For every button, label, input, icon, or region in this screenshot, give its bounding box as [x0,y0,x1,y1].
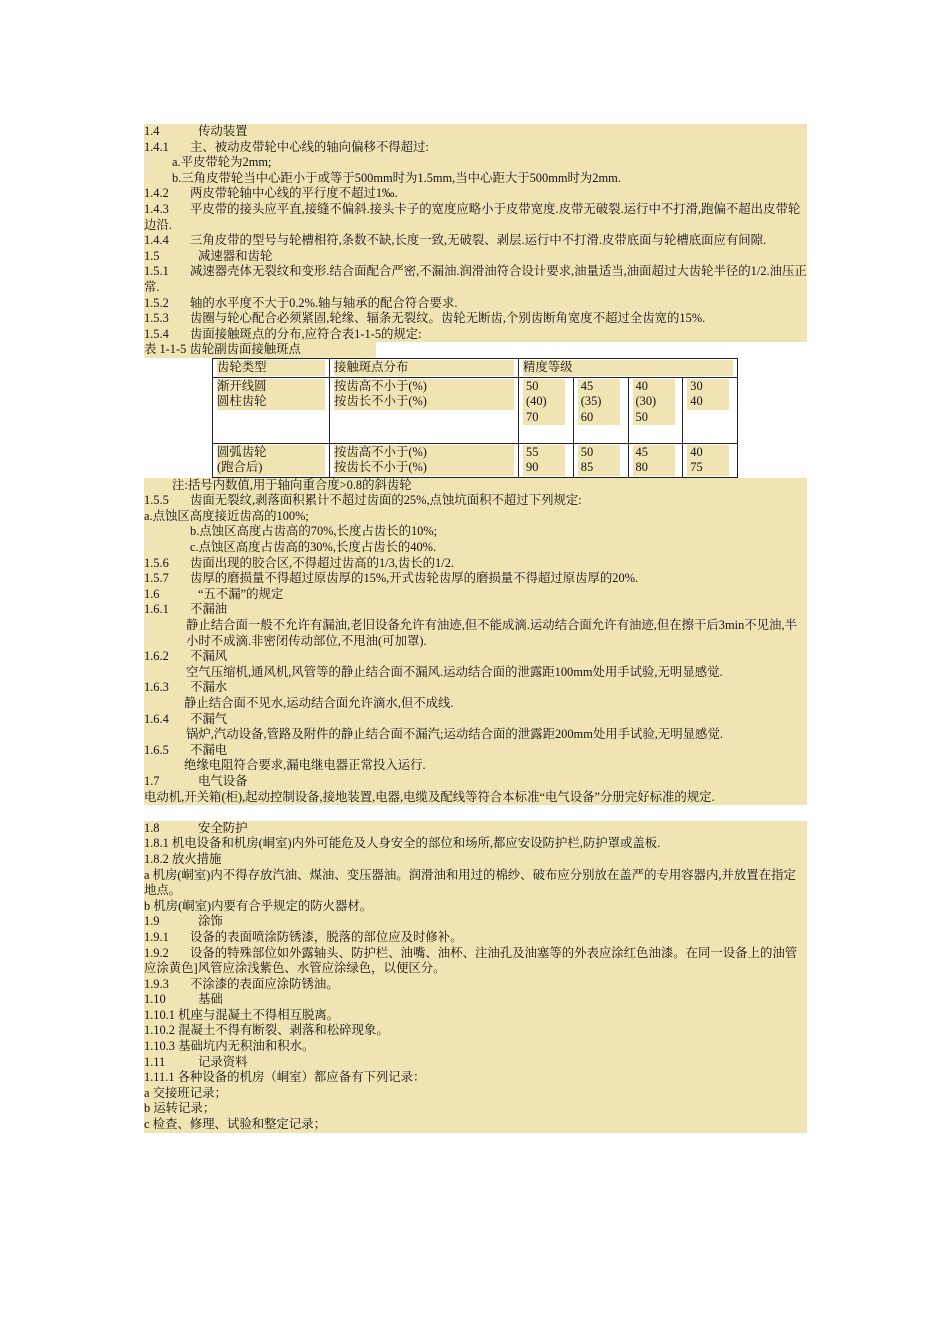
clause-text: 轴的水平度不大于0.2%.轴与轴承的配合符合要求. [190,295,458,310]
text-line [144,899,807,915]
clause-number: 1.5.3 [144,311,169,326]
grade-value: 50 [523,379,565,395]
clause-text: 减速器和齿轮 [198,248,273,263]
grade-value: 90 [523,460,565,476]
grade-value: 55 [523,445,565,461]
clause-text: a.平皮带轮为2mm; [172,155,272,170]
text-line [144,171,807,187]
clause-number: 1.9.2 [144,945,169,960]
clause-1-5-7 [144,571,807,587]
grade-value: 30 [687,379,729,395]
clause-text: 齿圈与轮心配合必须紧固,轮缘、辐条无裂纹。齿轮无断齿,个别齿断角宽度不超过全齿宽的15%. [190,311,706,326]
text-line [144,852,807,868]
clause-1-5-5 [144,493,807,509]
clause-1-9-1 [144,930,807,946]
clause-text: 不漏油 [190,602,228,617]
clause-text: 1.8.1 机电设备和机房(峒室)内外可能危及人身安全的部位和场所,都应安设防护栏,防护罩或盖板. [144,836,661,851]
clause-number: 1.5.4 [144,326,169,341]
grade-value: 70 [523,410,565,426]
clause-text: 基础 [198,992,223,1007]
grade-value: 50 [578,445,620,461]
clause-1-10 [144,992,807,1008]
clause-text: 不漏水 [190,680,228,695]
text-line [144,805,807,821]
clause-text: 减速器壳体无裂纹和变形.结合面配合严密,不漏油.润滑油符合设计要求,油量适当,油面超过大齿轮半径的1/2.油压正常. [144,264,807,294]
clause-number: 1.5.2 [144,295,169,310]
clause-text: b 运转记录； [144,1101,216,1116]
text-line [144,665,807,681]
clause-text: a 交接班记录； [144,1085,227,1100]
clause-number: 1.6.4 [144,711,169,726]
clause-number: 1.4.4 [144,233,169,248]
clause-1-11 [144,1055,807,1071]
text-line [144,524,807,540]
clause-text: 齿面出现的胶合区,不得超过齿高的1/3,齿长的1/2. [190,555,454,570]
clause-text: 设备的特殊部位如外露轴头、防护栏、油嘴、油杯、注油孔及油塞等的外表应涂红色油漆。在同一设备上的油管应涂黄色]风管应涂浅紫色、水管应涂绿色，以便区分。 [144,945,798,976]
grade-value: 80 [633,460,675,476]
table-note: 注:括号内数值,用于轴向重合度>0.8的斜齿轮 [144,478,807,494]
gear-type-line: (跑合后) [217,460,325,476]
gear-type-line: 圆柱齿轮 [217,394,325,410]
clause-1-4-4 [144,233,807,249]
clause-text: 静止结合面不见水,运动结合面允许滴水,但不成线. [184,696,454,710]
clause-number: 1.11 [144,1054,166,1069]
clause-text: 设备的表面喷涂防锈漆，脱落的部位应及时修补。 [190,929,463,944]
clause-text: 齿面无裂纹,剥落面积累计不超过齿面的25%,点蚀坑面积不超过下列规定: [190,493,582,508]
grade-value: (35) [578,394,620,410]
clause-text: 1.10.2 混凝土不得有断裂、剥落和松碎现象。 [144,1023,389,1038]
clause-number: 1.4.2 [144,186,169,201]
clause-text: 1.11.1 各种设备的机房（峒室）都应备有下列记录： [144,1070,426,1085]
clause-text: 不漏电 [190,742,228,757]
clause-text: 空气压缩机,通风机,风管等的静止结合面不漏风.运动结合面的泄露距100mm处用手试验,无明显感觉. [186,664,723,679]
clause-1-8 [144,821,807,837]
clause-text: 1.10.1 机座与混凝土不得相互脱离。 [144,1007,340,1022]
grade-value: 75 [687,460,729,476]
clause-text: 齿面接触斑点的分布,应符合表1-1-5的规定: [190,326,422,341]
clause-number: 1.10 [144,992,166,1007]
text-line [144,509,807,525]
table-row [213,443,738,477]
gear-type-line: 圆弧齿轮 [217,445,325,461]
clause-number: 1.7 [144,773,160,788]
document-body [144,124,807,1133]
clause-text: b.三角皮带轮当中心距小于或等于500mm时为1.5mm,当中心距大于500mm时为2mm. [172,170,621,185]
clause-text: c.点蚀区高度占齿高的30%,长度占齿长的40%. [190,540,437,555]
clause-number: 1.9.3 [144,976,169,991]
clause-text: 平皮带的接头应平直,接缝不偏斜.接头卡子的宽度应略小于皮带宽度.皮带无破裂.运行中不打滑,跑偏不超出皮带轮边沿. [144,201,801,232]
clause-text: 涂饰 [198,914,223,929]
grade-value: 40 [687,394,729,410]
clause-1-5-4 [144,327,807,343]
clause-1-9 [144,914,807,930]
table-caption: 表 1-1-5 齿轮副齿面接触斑点 [144,342,376,358]
clause-text: 两皮带轮轴中心线的平行度不超过1‰. [190,186,398,201]
gear-contact-table [212,358,738,478]
clause-text: 电动机,开关箱(柜),起动控制设备,接地装置,电器,电缆及配线等符合本标准“电气设备”分册完好标准的规定. [144,789,715,804]
clause-text: 记录资料 [198,1054,248,1069]
clause-1-6-3 [144,680,807,696]
clause-1-4-2 [144,186,807,202]
clause-number: 1.9.1 [144,929,169,944]
clause-number: 1.8 [144,820,160,835]
clause-number: 1.5.5 [144,493,169,508]
clause-text: b.点蚀区高度占齿高的70%,长度占齿长的10%; [190,524,438,539]
clause-text: c 检查、修理、试验和整定记录； [144,1117,327,1132]
text-line [144,696,807,712]
clause-number: 1.6.1 [144,602,169,617]
grade-value: 85 [578,460,620,476]
clause-text: 三角皮带的型号与轮槽相符,条数不缺,长度一致,无破裂、剥层.运行中不打滑.皮带底面与轮槽底面应有间隙. [190,233,767,248]
clause-number: 1.6 [144,586,160,601]
clause-1-5-2 [144,296,807,312]
clause-number: 1.4.1 [144,139,169,154]
text-line [144,790,807,806]
header-precision-grade: 精度等级 [523,360,733,376]
grade-value: 45 [633,445,675,461]
clause-number: 1.9 [144,914,160,929]
clause-number: 1.5 [144,248,160,263]
dist-line: 按齿高不小于(%) [334,379,514,395]
text-line [144,1008,807,1024]
clause-number: 1.4 [144,124,160,138]
text-line [144,1101,807,1117]
grade-value: (30) [633,394,675,410]
dist-line: 按齿长不小于(%) [334,460,514,476]
clause-1-6-5 [144,743,807,759]
grade-value: 50 [633,410,675,426]
clause-1-7 [144,774,807,790]
text-line [144,868,807,899]
clause-1-6 [144,587,807,603]
text-line [144,155,807,171]
clause-text: 不涂漆的表面应涂防锈油。 [190,976,339,991]
clause-text: 1.10.3 基础坑内无积油和积水。 [144,1039,315,1054]
table-header-row [213,358,738,377]
grade-value: 45 [578,379,620,395]
clause-text: 主、被动皮带轮中心线的轴向偏移不得超过: [190,139,429,154]
clause-1-9-3 [144,977,807,993]
clause-1-5 [144,249,807,265]
clause-1-6-2 [144,649,807,665]
clause-text: a.点蚀区高度接近齿高的100%; [144,508,309,523]
clause-text: 电气设备 [198,773,248,788]
text-line [144,836,807,852]
clause-number: 1.4.3 [144,201,169,216]
clause-text: 锅炉,汽动设备,管路及附件的静止结合面不漏汽;运动结合面的泄露距200mm处用手试验,无明显感觉. [186,727,723,742]
gear-contact-table-wrapper [212,358,738,478]
clause-text: “五不漏”的规定 [198,586,284,601]
clause-1-4-3 [144,202,807,233]
clause-1-5-1 [144,264,807,295]
clause-1-4 [144,124,807,140]
section-remaining-standards [144,493,807,1132]
clause-text: 安全防护 [198,820,248,835]
grade-value: (40) [523,394,565,410]
text-line [144,1023,807,1039]
clause-text: 不漏风 [190,649,228,664]
gear-type-line: 渐开线圆 [217,379,325,395]
clause-text: 静止结合面一般不允许有漏油,老旧设备允许有油迹,但不能成滴.运动结合面允许有油迹,但在擦干后3min不见油,半小时不成滴.非密闭传动部位,不甩油(可加罩). [186,618,797,648]
clause-text: a 机房(峒室)内不得存放汽油、煤油、变压器油。润滑油和用过的棉纱、破布应分别放在盖严的专用容器内,并放置在指定地点。 [144,867,796,898]
text-line [144,727,807,743]
clause-number: 1.5.6 [144,555,169,570]
dist-line: 按齿长不小于(%) [334,394,514,410]
clause-text: 1.8.2 放火措施 [144,851,222,866]
text-line [144,758,807,774]
clause-1-5-6 [144,556,807,572]
clause-number: 1.6.5 [144,742,169,757]
clause-1-6-1 [144,602,807,618]
grade-value: 60 [578,410,620,426]
clause-text: 齿厚的磨损量不得超过原齿厚的15%,开式齿轮齿厚的磨损量不得超过原齿厚的20%. [190,571,639,586]
clause-number: 1.5.7 [144,571,169,586]
text-line [144,1070,807,1086]
text-line [144,1039,807,1055]
clause-1-5-3 [144,311,807,327]
clause-1-4-1 [144,140,807,156]
clause-text: 传动装置 [198,124,248,138]
header-contact-dist: 接触斑点分布 [334,360,514,376]
clause-1-6-4 [144,712,807,728]
clause-1-9-2 [144,946,807,977]
text-line [144,618,807,649]
grade-value: 40 [687,445,729,461]
clause-text: 绝缘电阻符合要求,漏电继电器正常投入运行. [184,758,426,773]
clause-number: 1.6.3 [144,680,169,695]
header-gear-type: 齿轮类型 [217,360,325,376]
text-line [144,1117,807,1133]
table-row [213,377,738,443]
dist-line: 按齿高不小于(%) [334,445,514,461]
clause-text: 不漏气 [190,711,228,726]
clause-number: 1.5.1 [144,264,169,279]
text-line [144,540,807,556]
text-line [144,1086,807,1102]
section-transmission-gear [144,124,807,342]
grade-value: 40 [633,379,675,395]
clause-number: 1.6.2 [144,649,169,664]
clause-text: b 机房(峒室)内要有合乎规定的防火器材。 [144,898,373,913]
